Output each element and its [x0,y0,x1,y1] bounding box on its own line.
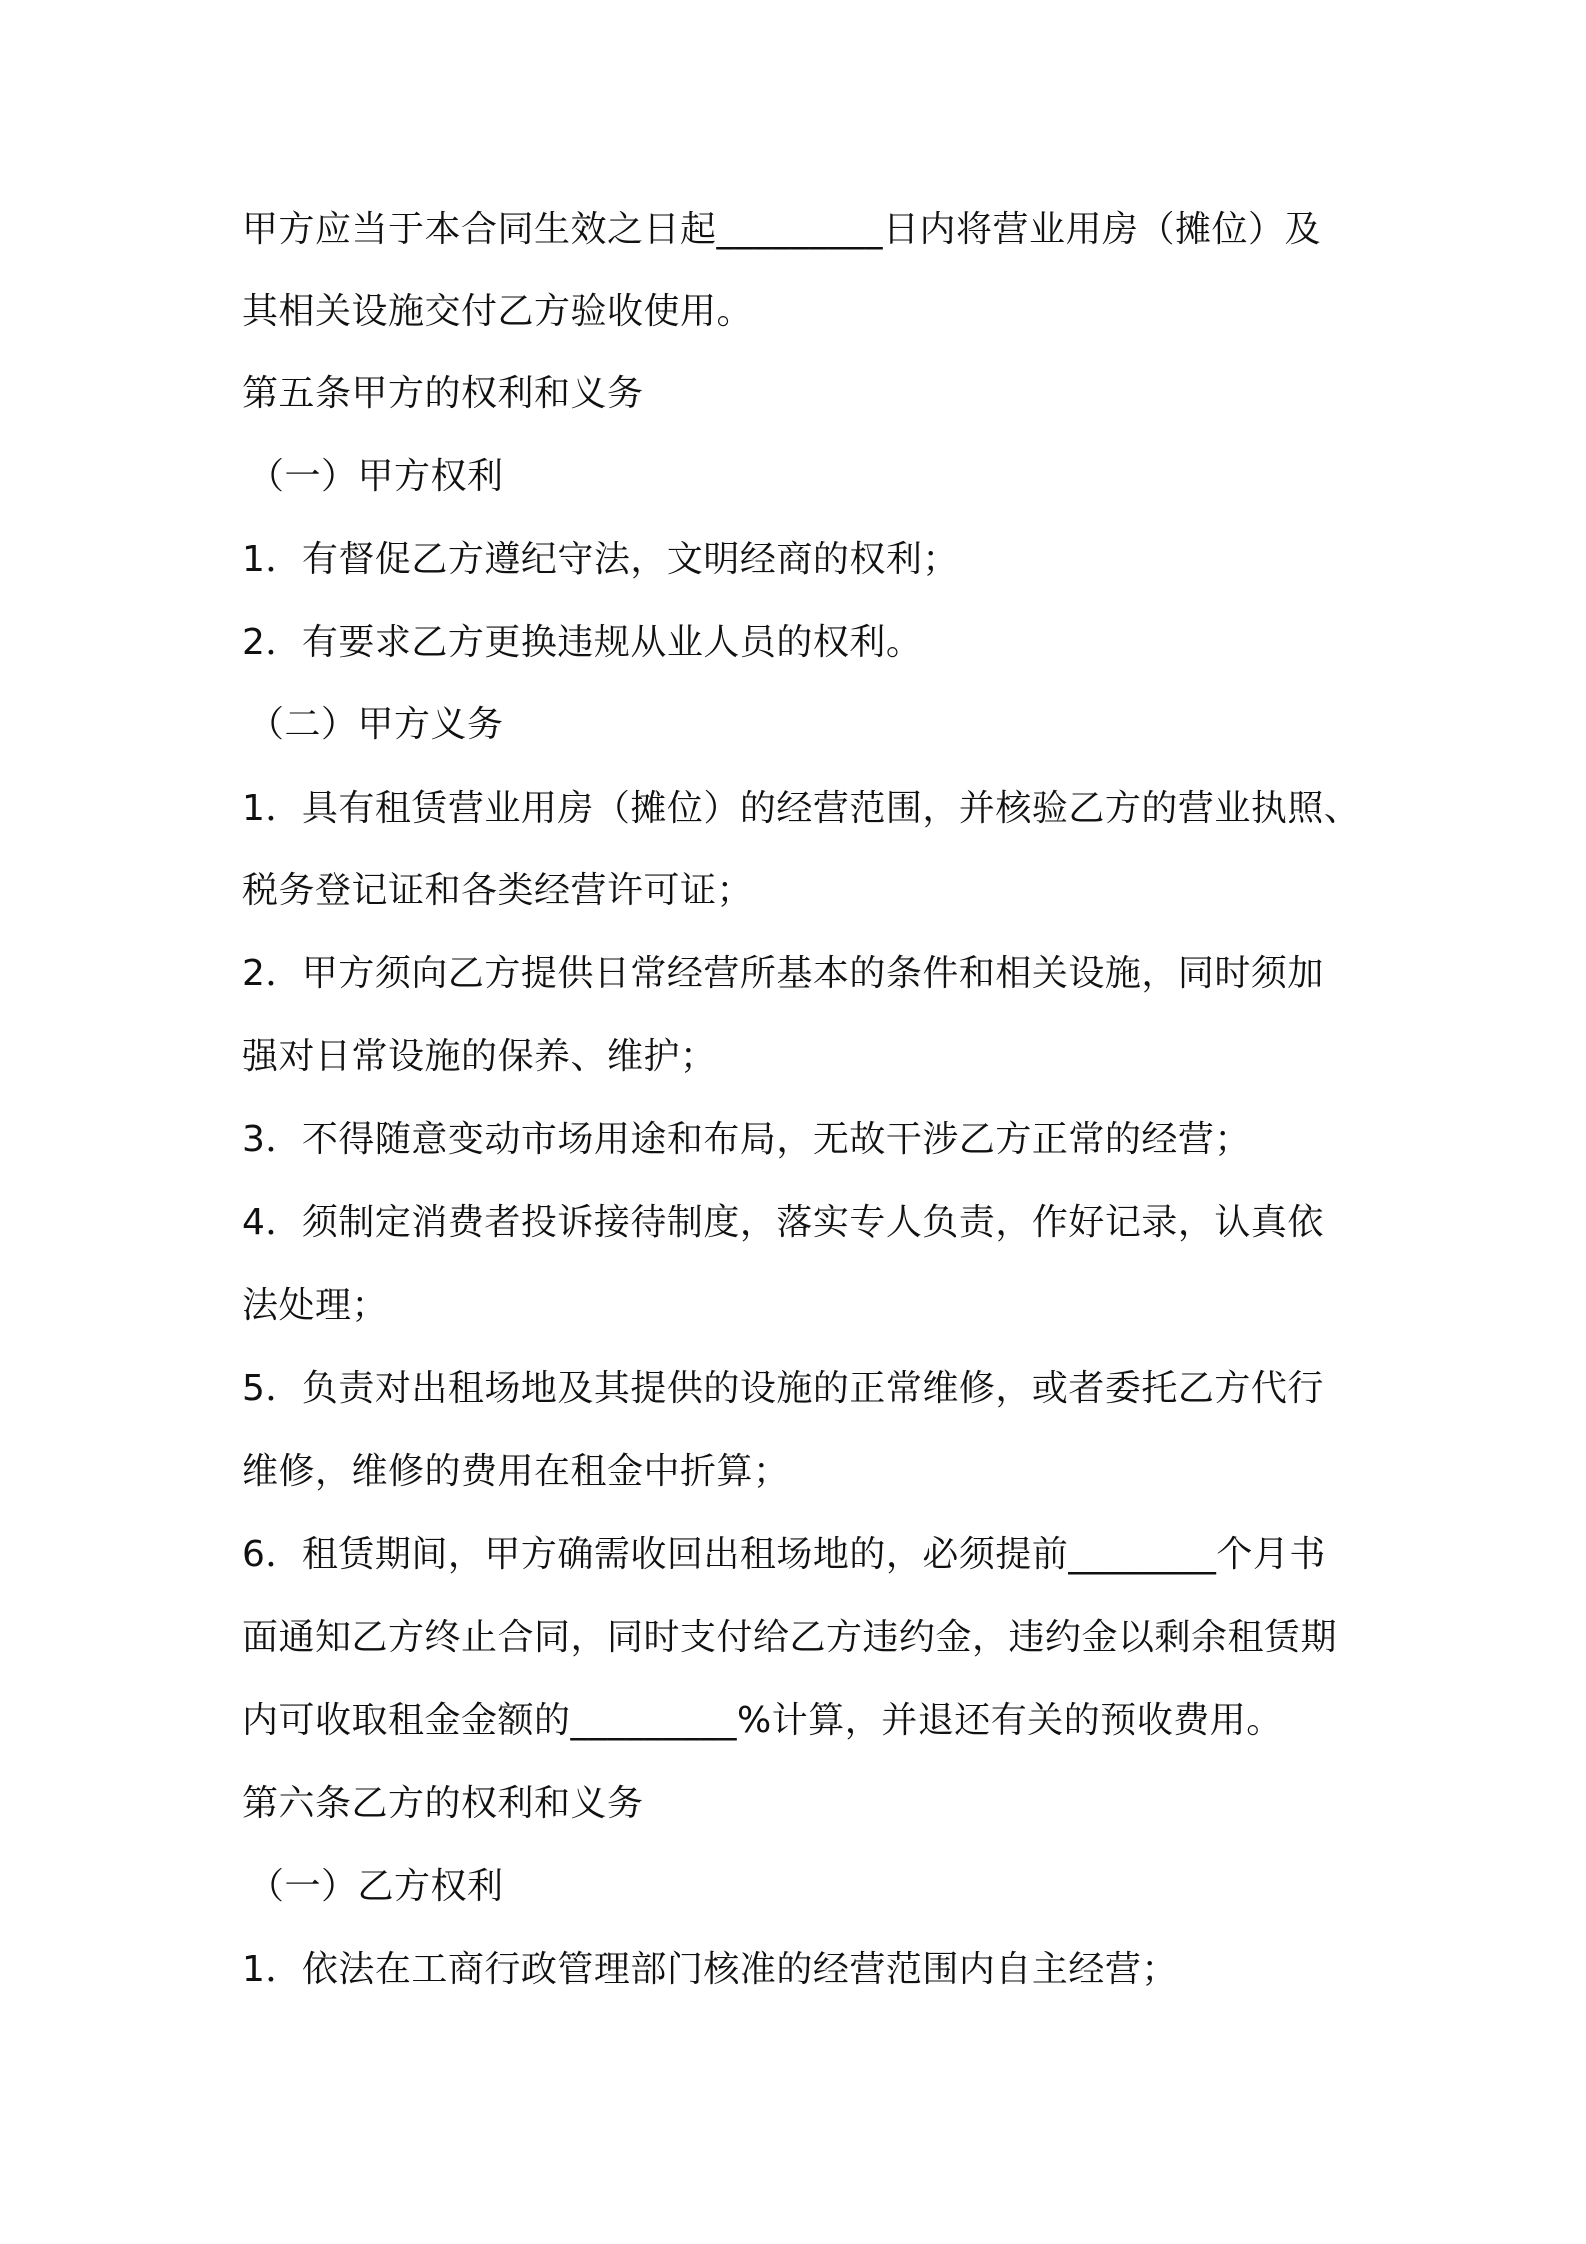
list-item: 5．负责对出租场地及其提供的设施的正常维修，或者委托乙方代行 [242,1368,1324,1409]
list-item-continuation: 面通知乙方终止合同，同时支付给乙方违约金，违约金以剩余租赁期 [242,1617,1338,1658]
list-item-continuation: 法处理； [242,1285,389,1326]
text-line-2: 其相关设施交付乙方验收使用。 [242,291,754,332]
list-item-continuation: 强对日常设施的保养、维护； [242,1036,717,1077]
list-item-continuation: 税务登记证和各类经营许可证； [242,870,754,911]
list-item: 4．须制定消费者投诉接待制度，落实专人负责，作好记录，认真依 [242,1202,1324,1243]
section-heading-5: 第五条甲方的权利和义务 [242,373,644,414]
subsection-heading-party-b-rights: （一）乙方权利 [248,1866,504,1907]
list-item: 2．有要求乙方更换违规从业人员的权利。 [242,622,923,663]
subsection-heading-party-a-duties: （二）甲方义务 [248,704,504,745]
list-item: 1．依法在工商行政管理部门核准的经营范围内自主经营； [242,1949,1178,1990]
list-item: 3．不得随意变动市场用途和布局，无故干涉乙方正常的经营； [242,1119,1251,1160]
section-heading-6: 第六条乙方的权利和义务 [242,1783,644,1824]
text-line-1: 甲方应当于本合同生效之日起_________日内将营业用房（摊位）及 [242,209,1322,250]
list-item: 2．甲方须向乙方提供日常经营所基本的条件和相关设施，同时须加 [242,953,1324,994]
list-item-continuation: 内可收取租金金额的_________%计算，并退还有关的预收费用。 [242,1700,1283,1741]
list-item: 1．具有租赁营业用房（摊位）的经营范围，并核验乙方的营业执照、 [242,788,1361,829]
subsection-heading-party-a-rights: （一）甲方权利 [248,456,504,497]
list-item: 1．有督促乙方遵纪守法，文明经商的权利； [242,539,959,580]
list-item: 6．租赁期间，甲方确需收回出租场地的，必须提前________个月书 [242,1534,1326,1575]
list-item-continuation: 维修，维修的费用在租金中折算； [242,1451,790,1492]
